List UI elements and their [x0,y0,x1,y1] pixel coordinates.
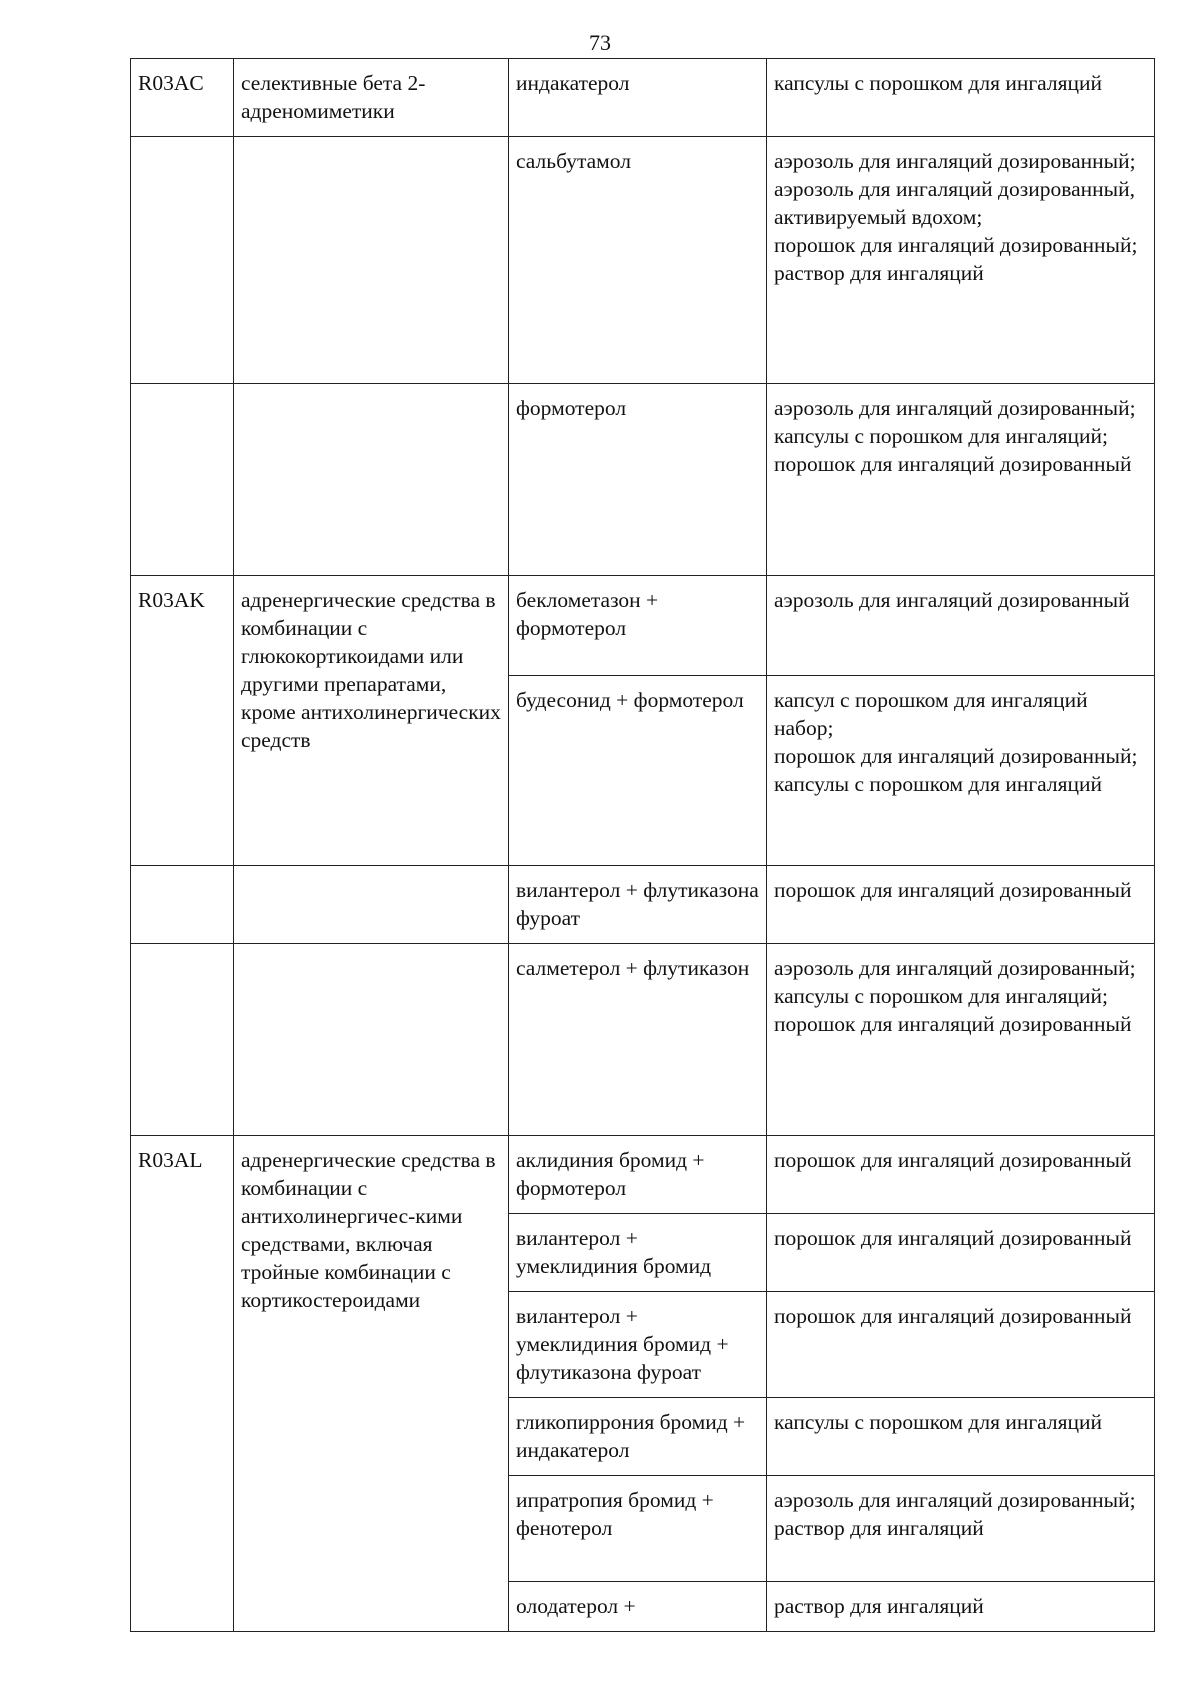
dosage-form-cell [767,1292,1155,1398]
dosage-form-cell [767,1214,1155,1292]
table-row [131,866,1155,944]
drug-name-cell: вилантерол + умеклидиния бромид [509,1214,767,1292]
drug-name-cell: ипратропия бромид + фенотерол [509,1476,767,1582]
table-row [131,576,1155,676]
drug-table [130,58,1155,1632]
dosage-form-line: аэрозоль для ингаляций дозированный; [774,1488,1136,1512]
dosage-form-line: порошок для ингаляций дозированный [774,1304,1132,1328]
group-name-cell [234,866,509,944]
group-name-cell [234,384,509,576]
table-row [131,384,1155,576]
dosage-form-line: порошок для ингаляций дозированный; [774,744,1138,768]
dosage-form-line: порошок для ингаляций дозированный; [774,233,1138,257]
table-row [131,59,1155,137]
drug-name-cell: олодатерол + [509,1582,767,1632]
dosage-form-line: капсулы с порошком для ингаляций; [774,424,1109,448]
dosage-form-line: порошок для ингаляций дозированный [774,878,1132,902]
dosage-form-line: капсулы с порошком для ингаляций; [774,984,1109,1008]
dosage-form-line: капсулы с порошком для ингаляций [774,1410,1103,1434]
dosage-form-line: раствор для ингаляций [774,261,984,285]
group-name-cell: адренергические средства в комбинации с глюкокортикоидами или другими препаратами, кроме антихолинергических средств [234,576,509,866]
atc-code-cell [131,944,234,1136]
drug-name-cell: гликопиррония бромид + индакатерол [509,1398,767,1476]
atc-code-cell [131,384,234,576]
dosage-form-line: порошок для ингаляций дозированный [774,452,1132,476]
drug-name-cell: вилантерол + умеклидиния бромид + флутиказона фуроат [509,1292,767,1398]
dosage-form-line: порошок для ингаляций дозированный [774,1226,1132,1250]
dosage-form-cell [767,384,1155,576]
dosage-form-line: порошок для ингаляций дозированный [774,1012,1132,1036]
table-row [131,137,1155,384]
dosage-form-line: капсулы с порошком для ингаляций [774,772,1103,796]
dosage-form-line: аэрозоль для ингаляций дозированный; [774,149,1136,173]
group-name-cell [234,944,509,1136]
drug-name-cell: формотерол [509,384,767,576]
dosage-form-cell [767,676,1155,866]
dosage-form-line: порошок для ингаляций дозированный [774,1148,1132,1172]
dosage-form-line: раствор для ингаляций [774,1594,984,1618]
drug-name-cell: индакатерол [509,59,767,137]
dosage-form-cell [767,137,1155,384]
dosage-form-cell [767,866,1155,944]
dosage-form-cell [767,1582,1155,1632]
drug-name-cell: вилантерол + флутиказона фуроат [509,866,767,944]
dosage-form-line: аэрозоль для ингаляций дозированный, активируемый вдохом; [774,177,1135,229]
drug-name-cell: будесонид + формотерол [509,676,767,866]
table-row [131,944,1155,1136]
dosage-form-line: капсулы с порошком для ингаляций [774,71,1103,95]
dosage-form-line: раствор для ингаляций [774,1516,984,1540]
table-row [131,1136,1155,1214]
dosage-form-cell [767,1398,1155,1476]
dosage-form-cell [767,59,1155,137]
atc-code-cell: R03AL [131,1136,234,1632]
page-number: 73 [589,30,611,55]
group-name-cell: селективные бета 2-адреномиметики [234,59,509,137]
atc-code-cell: R03AK [131,576,234,866]
atc-code-cell [131,866,234,944]
dosage-form-cell [767,1136,1155,1214]
drug-name-cell: сальбутамол [509,137,767,384]
dosage-form-cell [767,1476,1155,1582]
dosage-form-line: аэрозоль для ингаляций дозированный [774,588,1130,612]
dosage-form-line: аэрозоль для ингаляций дозированный; [774,956,1136,980]
dosage-form-cell [767,576,1155,676]
dosage-form-line: аэрозоль для ингаляций дозированный; [774,396,1136,420]
drug-name-cell: аклидиния бромид + формотерол [509,1136,767,1214]
dosage-form-line: капсул с порошком для ингаляций набор; [774,688,1088,740]
atc-code-cell: R03AC [131,59,234,137]
drug-name-cell: беклометазон + формотерол [509,576,767,676]
group-name-cell [234,137,509,384]
dosage-form-cell [767,944,1155,1136]
group-name-cell: адренергические средства в комбинации с антихолинергичес-кими средствами, включая тройные комбинации с кортикостероидами [234,1136,509,1632]
atc-code-cell [131,137,234,384]
drug-name-cell: салметерол + флутиказон [509,944,767,1136]
